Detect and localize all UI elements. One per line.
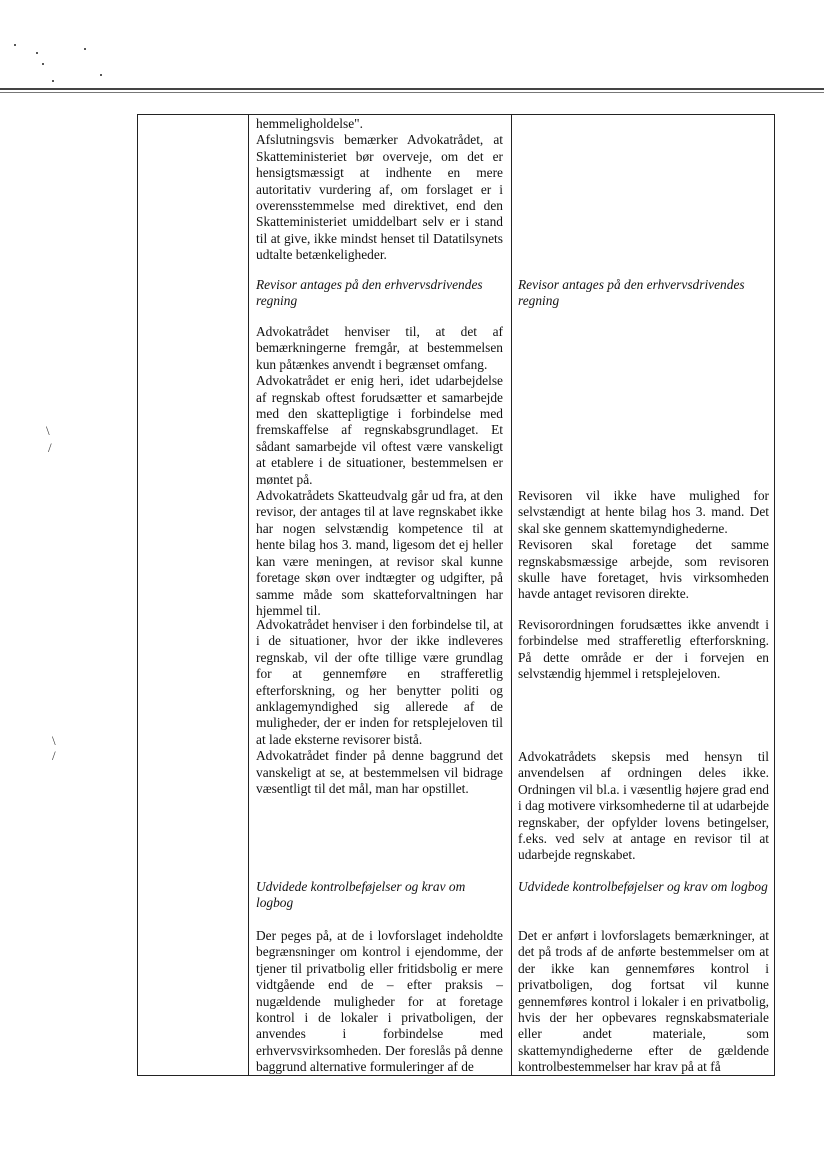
scan-line-top-secondary [0, 92, 824, 93]
section-heading: Udvidede kontrolbeføjelser og krav om logbog [256, 879, 466, 911]
right-column [518, 277, 769, 310]
paragraph: Advokatrådets skepsis med hensyn til anvendelsen af ordningen deles ikke. Ordningen vil bl.a. i væsentlig højere grad end i dag motivere virksomhederne til at udarbejde regnskaber, der opfylder lovens betingelser, f.eks. ved selv at antage en revisor til at udarbejde regnskabet. [518, 749, 769, 863]
scan-speck [84, 48, 86, 50]
paragraph: Advokatrådet henviser i den forbindelse til, at i de situationer, hvor der ikke indleveres regnskab, vil der ofte tillige være grundlag for at gennemføre en strafferetlig efterforskning, og her benytter politi og anklagemyndighed sig allerede af de muligheder, der er inden for retsplejeloven til at lade eksterne revisorer bistå. [256, 617, 503, 747]
paragraph: Der peges på, at de i lovforslaget indeholdte begrænsninger om kontrol i ejendomme, der tjener til privatbolig eller fritidsbolig er mere vidtgående end de – efter praksis – nugældende muligheder for at foretage kontrol i de lokaler i privatboligen, der anvendes i forbindelse med erhvervsvirksomheden. Der foreslås på denne baggrund alternative formuleringer af de [256, 928, 503, 1075]
section-heading: Udvidede kontrolbeføjelser og krav om logbog [518, 879, 768, 894]
paragraph: Afslutningsvis bemærker Advokatrådet, at Skatteministeriet bør overveje, om det er hensigtsmæssigt at indhente en mere autoritativ vurdering af, om forslaget er i overensstemmelse med direktivet, end den Skatteministeriet umiddelbart selv er i stand til at give, ikke mindst henset til Datatilsynets udtalte betænkeligheder. [256, 132, 503, 263]
paragraph: Advokatrådet finder på denne baggrund det vanskeligt at se, at bestemmelsen vil bidrage væsentligt til det mål, man har opstillet. [256, 748, 503, 797]
section-heading: Revisor antages på den erhvervsdrivendes regning [518, 277, 745, 309]
paragraph: Advokatrådet er enig heri, idet udarbejdelse af regnskab oftest forudsætter et samarbejde med den skattepligtige i forbindelse med fremskaffelse af regnskabsgrundlaget. Et sådant samarbejde vil oftest være vanskeligt at etablere i de situationer, bestemmelsen er møntet på. [256, 373, 503, 487]
scan-speck [42, 63, 44, 65]
margin-mark: \ [52, 733, 56, 748]
scan-speck [14, 44, 16, 46]
paragraph: Det er anført i lovforslagets bemærkninger, at det på trods af de anførte bestemmelser om at der ikke kan gennemføres kontrol i privatboligen, dog fortsat vil kunne gennemføres kontrol i lokaler i en privatbolig, hvis der her opbevares regnskabsmateriale eller andet materiale, som skattemyndighederne efter de gældende kontrolbestemmelser har krav på at få [518, 928, 769, 1075]
paragraph: Revisoren skal foretage det samme regnskabsmæssige arbejde, som revisoren skulle have foretaget, hvis virksomheden havde antaget revisoren direkte. [518, 537, 769, 602]
middle-column [256, 116, 503, 264]
paragraph: Revisoren vil ikke have mulighed for selvstændigt at hente bilag hos 3. mand. Det skal ske gennem skattemyndighederne. [518, 488, 769, 536]
margin-mark: \ [46, 423, 50, 438]
paragraph: Advokatrådet henviser til, at det af bemærkningerne fremgår, at bestemmelsen kun påtænkes anvendt i begrænset omfang. [256, 324, 503, 372]
paragraph: hemmeligholdelse". [256, 116, 363, 131]
scan-speck [36, 52, 38, 54]
margin-mark: / [52, 748, 56, 763]
section-heading: Revisor antages på den erhvervsdrivendes regning [256, 277, 483, 309]
scan-line-top [0, 88, 824, 90]
scan-speck [100, 74, 102, 76]
column-divider-1 [248, 114, 249, 1076]
column-divider-2 [511, 114, 512, 1076]
scan-speck [52, 80, 54, 82]
paragraph: Advokatrådets Skatteudvalg går ud fra, at den revisor, der antages til at lave regnskabet ikke har nogen selvstændig kompetence til at hente bilag hos 3. mand, ligesom det ej heller kan være meningen, at revisor skal kunne foretage skøn over indtægter og udgifter, på samme måde som skatteforvaltningen har hjemmel til. [256, 488, 503, 618]
paragraph: Revisorordningen forudsættes ikke anvendt i forbindelse med strafferetlig efterforskning. På dette område er der i forvejen en selvstændig hjemmel i retsplejeloven. [518, 617, 769, 682]
margin-mark: / [48, 440, 52, 455]
